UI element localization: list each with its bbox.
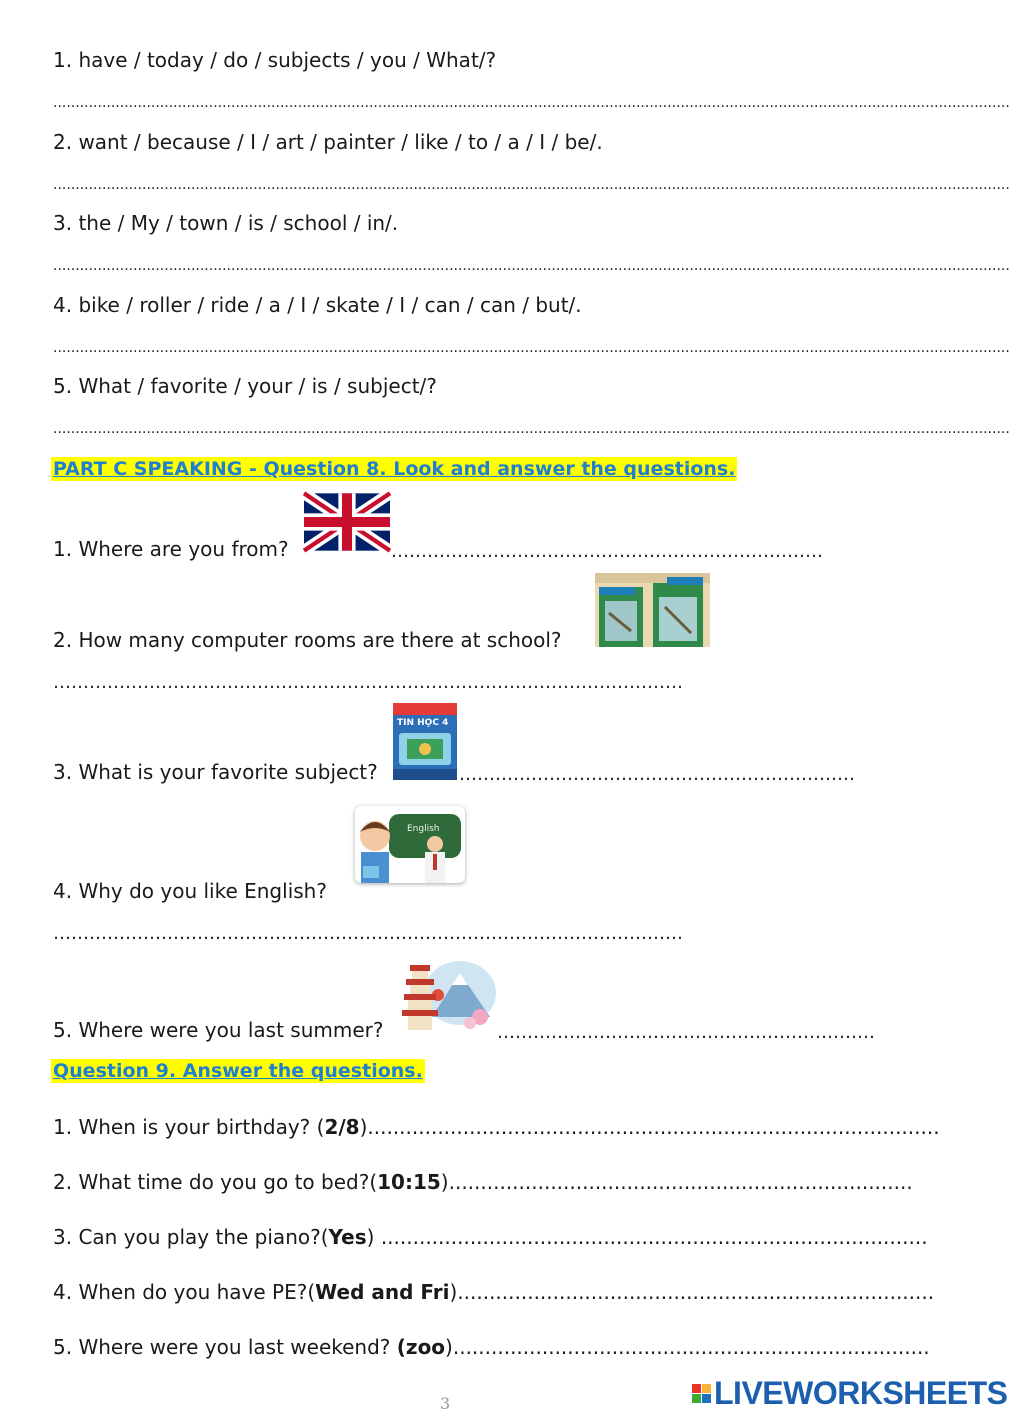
answer-question-4-text: 4. When do you have PE?( [53,1280,316,1304]
speaking-question-4: 4. Why do you like English? [53,879,327,903]
answer-line-3[interactable]: ....................................................................................................................................................................................................................... [53,258,1010,274]
reorder-question-1: 1. have / today / do / subjects / you / What/? [53,48,497,72]
answer-hint-3: Yes [328,1225,367,1249]
speaking-question-3: 3. What is your favorite subject? [53,760,378,784]
answer-line-q9-4[interactable]: )........................................................................... [449,1280,935,1304]
answer-question-2-text: 2. What time do you go to bed?( [53,1170,378,1194]
board-text: English [407,824,440,834]
speaking-question-5: 5. Where were you last summer? [53,1018,384,1042]
page-number: 3 [440,1394,451,1413]
answer-question-1-text: 1. When is your birthday? ( [53,1115,325,1139]
answer-line-1[interactable]: ....................................................................................................................................................................................................................... [53,95,1010,111]
answer-question-2 [53,1170,913,1194]
answer-line-q9-1[interactable]: ).......................................................................................... [359,1115,940,1139]
answer-hint-2: 10:15 [377,1170,441,1194]
answer-question-1 [53,1115,940,1139]
answer-question-3 [53,1225,928,1249]
liveworksheets-logo[interactable] [692,1375,1007,1412]
uk-flag-icon [304,488,390,556]
computer-room-icon [595,573,710,647]
answer-question-3-text: 3. Can you play the piano?( [53,1225,329,1249]
reorder-question-3: 3. the / My / town / is / school / in/. [53,211,399,235]
reorder-question-4: 4. bike / roller / ride / a / I / skate / I / can / can / but/. [53,293,582,317]
speaking-question-2: 2. How many computer rooms are there at school? [53,628,562,652]
answer-question-5-text: 5. Where were you last weekend? [53,1335,397,1359]
japan-landmark-icon [398,955,496,1033]
english-class-icon [355,806,465,883]
answer-question-5 [53,1335,930,1359]
informatics-book-icon [393,703,457,780]
answer-hint-4: Wed and Fri [315,1280,450,1304]
answer-hint-5: (zoo [396,1335,446,1359]
reorder-question-2: 2. want / because / I / art / painter / like / to / a / I / be/. [53,130,603,154]
logo-text: LIVEWORKSHEETS [714,1375,1008,1411]
answer-line-q9-5[interactable]: )........................................................................... [445,1335,930,1359]
answer-line-2[interactable]: ....................................................................................................................................................................................................................... [53,177,1010,193]
speaking-question-1: 1. Where are you from? [53,537,289,561]
speaking-answer-line-3[interactable]: ………………………………………………………… [459,764,855,785]
speaking-answer-line-5[interactable]: ……………………………………………………… [497,1022,875,1043]
answer-question-4 [53,1280,934,1304]
answer-line-4[interactable]: ....................................................................................................................................................................................................................... [53,340,1010,356]
question-9-heading: Question 9. Answer the questions. [53,1060,423,1082]
answer-line-5[interactable]: ....................................................................................................................................................................................................................... [53,421,1010,437]
answer-line-q9-3[interactable]: ) ...................................................................................... [366,1225,928,1249]
reorder-question-5: 5. What / favorite / your / is / subject/? [53,374,437,398]
answer-line-q9-2[interactable]: )......................................................................... [440,1170,913,1194]
speaking-answer-line-4[interactable]: …………………………………………………………………………………………… [53,923,683,944]
speaking-answer-line-1[interactable]: ……………………………………………………………… [391,541,823,562]
part-c-heading: PART C SPEAKING - Question 8. Look and answer the questions. [53,458,736,480]
logo-mark-icon [692,1384,711,1403]
answer-hint-1: 2/8 [324,1115,360,1139]
speaking-answer-line-2[interactable]: …………………………………………………………………………………………… [53,672,683,693]
book-title: TIN HỌC 4 [397,718,449,728]
